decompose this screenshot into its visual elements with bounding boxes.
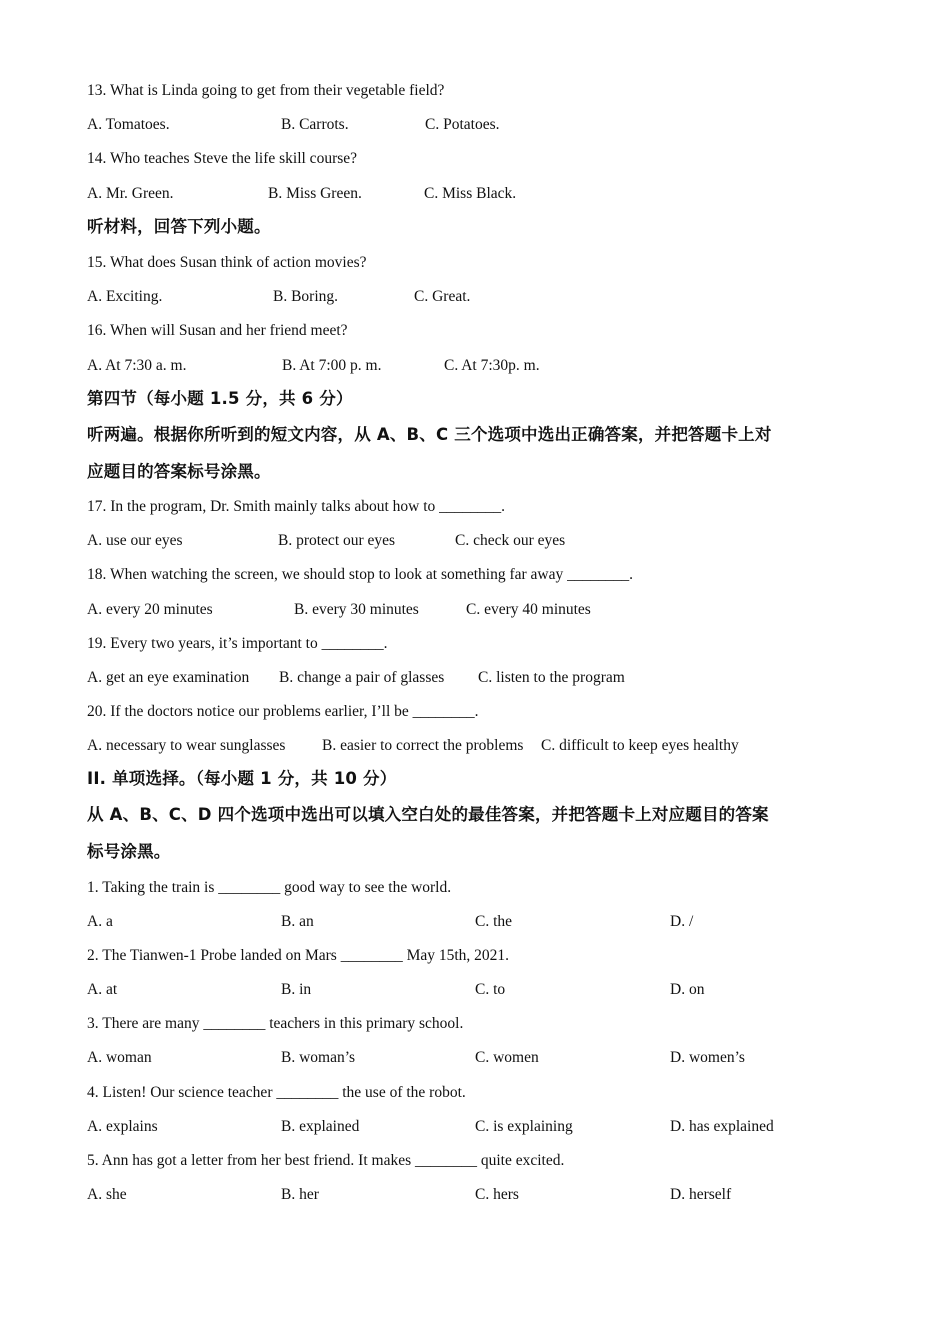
mc-q4-option-a: A. explains: [87, 1118, 158, 1135]
mc-q5-option-c: C. hers: [475, 1186, 519, 1203]
mc-q2-option-d: D. on: [670, 981, 705, 998]
mc-q2-option-a: A. at: [87, 981, 118, 998]
q16-option-c: C. At 7:30p. m.: [444, 357, 540, 374]
q16-option-a: A. At 7:30 a. m.: [87, 357, 187, 374]
question-16: 16. When will Susan and her friend meet?: [87, 322, 348, 339]
mc-question-5: 5. Ann has got a letter from her best friend. It makes ________ quite excited.: [87, 1152, 565, 1169]
q13-option-a: A. Tomatoes.: [87, 116, 170, 133]
q14-option-b: B. Miss Green.: [268, 185, 362, 202]
mc-q4-option-c: C. is explaining: [475, 1118, 573, 1135]
q15-option-a: A. Exciting.: [87, 288, 163, 305]
q15-option-c: C. Great.: [414, 288, 471, 305]
mc-question-1: 1. Taking the train is ________ good way to see the world.: [87, 879, 452, 896]
mc-q4-option-b: B. explained: [281, 1118, 360, 1135]
mc-q5-option-a: A. she: [87, 1186, 127, 1203]
section4-title: 第四节（每小题 1.5 分，共 6 分）: [87, 389, 353, 408]
mc-q5-option-b: B. her: [281, 1186, 319, 1203]
q17-option-b: B. protect our eyes: [278, 532, 396, 549]
q15-option-b: B. Boring.: [273, 288, 339, 305]
mc-q4-option-d: D. has explained: [670, 1118, 774, 1135]
mc-q3-option-b: B. woman’s: [281, 1049, 356, 1066]
question-14: 14. Who teaches Steve the life skill course?: [87, 150, 358, 167]
q17-option-c: C. check our eyes: [455, 532, 566, 549]
mc-q5-option-d: D. herself: [670, 1186, 732, 1203]
mc-question-3: 3. There are many ________ teachers in this primary school.: [87, 1015, 464, 1032]
section4-instruction-line1: 听两遍。根据你所听到的短文内容，从 A、B、C 三个选项中选出正确答案，并把答题卡上对: [87, 425, 772, 444]
mc-q1-option-d: D. /: [670, 913, 694, 930]
mc-q2-option-b: B. in: [281, 981, 312, 998]
mc-q3-option-a: A. woman: [87, 1049, 152, 1066]
question-17: 17. In the program, Dr. Smith mainly talks about how to ________.: [87, 498, 506, 515]
mc-q1-option-a: A. a: [87, 913, 113, 930]
question-18: 18. When watching the screen, we should stop to look at something far away ________.: [87, 566, 633, 583]
mc-q1-option-c: C. the: [475, 913, 513, 930]
q19-option-c: C. listen to the program: [478, 669, 625, 686]
q20-option-c: C. difficult to keep eyes healthy: [541, 737, 739, 754]
part2-instruction-line2: 标号涂黑。: [87, 842, 171, 861]
q18-option-c: C. every 40 minutes: [466, 601, 591, 618]
part2-title: II. 单项选择。（每小题 1 分，共 10 分）: [87, 769, 397, 788]
mc-q3-option-c: C. women: [475, 1049, 539, 1066]
q13-option-b: B. Carrots.: [281, 116, 349, 133]
section4-instruction-line2: 应题目的答案标号涂黑。: [87, 462, 271, 481]
question-15: 15. What does Susan think of action movies?: [87, 254, 367, 271]
q19-option-a: A. get an eye examination: [87, 669, 250, 686]
part2-instruction-line1: 从 A、B、C、D 四个选项中选出可以填入空白处的最佳答案，并把答题卡上对应题目的答案: [87, 805, 769, 824]
q18-option-b: B. every 30 minutes: [294, 601, 419, 618]
q17-option-a: A. use our eyes: [87, 532, 183, 549]
q13-option-c: C. Potatoes.: [425, 116, 500, 133]
q14-option-c: C. Miss Black.: [424, 185, 517, 202]
q18-option-a: A. every 20 minutes: [87, 601, 213, 618]
question-20: 20. If the doctors notice our problems earlier, I’ll be ________.: [87, 703, 479, 720]
q14-option-a: A. Mr. Green.: [87, 185, 174, 202]
mc-question-4: 4. Listen! Our science teacher ________ the use of the robot.: [87, 1084, 466, 1101]
mc-q1-option-b: B. an: [281, 913, 314, 930]
mc-q3-option-d: D. women’s: [670, 1049, 745, 1066]
listen-instruction: 听材料，回答下列小题。: [87, 217, 271, 236]
question-13: 13. What is Linda going to get from their vegetable field?: [87, 82, 445, 99]
mc-q2-option-c: C. to: [475, 981, 506, 998]
question-19: 19. Every two years, it’s important to ________.: [87, 635, 388, 652]
q20-option-b: B. easier to correct the problems: [322, 737, 524, 754]
mc-question-2: 2. The Tianwen-1 Probe landed on Mars ________ May 15th, 2021.: [87, 947, 510, 964]
q16-option-b: B. At 7:00 p. m.: [282, 357, 382, 374]
q19-option-b: B. change a pair of glasses: [279, 669, 445, 686]
q20-option-a: A. necessary to wear sunglasses: [87, 737, 286, 754]
